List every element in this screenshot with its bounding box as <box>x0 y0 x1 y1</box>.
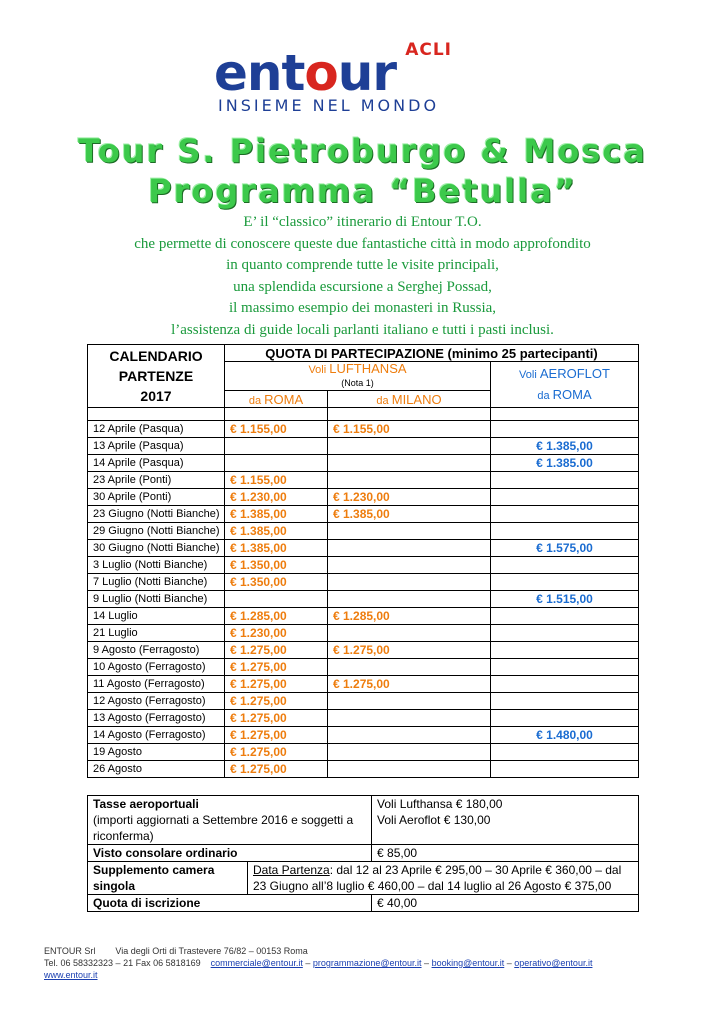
price-roma: € 1.275,00 <box>225 693 328 710</box>
price-milano: € 1.155,00 <box>328 421 491 438</box>
price-roma: € 1.230,00 <box>225 489 328 506</box>
price-aeroflot <box>491 676 639 693</box>
price-roma: € 1.230,00 <box>225 625 328 642</box>
intro-line: che permette di conoscere queste due fantastiche città in modo approfondito <box>134 235 591 252</box>
price-milano <box>328 727 491 744</box>
email-link-commerciale[interactable]: commerciale@entour.it <box>210 958 303 968</box>
price-milano <box>328 710 491 727</box>
price-aeroflot: € 1.480,00 <box>491 727 639 744</box>
table-row <box>88 557 639 574</box>
price-roma: € 1.275,00 <box>225 727 328 744</box>
fees-table <box>87 795 639 912</box>
table-row <box>88 506 639 523</box>
price-aeroflot <box>491 472 639 489</box>
table-row <box>88 438 639 455</box>
departure-date: 9 Luglio (Notti Bianche) <box>88 591 225 608</box>
single-supplement-key: Data Partenza <box>253 863 330 877</box>
footer-sep: – <box>421 958 432 968</box>
price-milano: € 1.285,00 <box>328 608 491 625</box>
logo-acli-text: ACLI <box>405 40 452 60</box>
price-aeroflot <box>491 489 639 506</box>
table-row <box>88 659 639 676</box>
price-roma: € 1.275,00 <box>225 710 328 727</box>
table-row <box>88 472 639 489</box>
price-aeroflot <box>491 761 639 778</box>
milano-name: MILANO <box>391 391 442 407</box>
price-milano: € 1.275,00 <box>328 676 491 693</box>
logo-wordmark <box>214 46 396 100</box>
footer-sep: – <box>504 958 515 968</box>
price-aeroflot <box>491 744 639 761</box>
registration-fee-label: Quota di iscrizione <box>88 895 372 912</box>
price-roma: € 1.275,00 <box>225 659 328 676</box>
single-supplement-value <box>248 862 639 895</box>
website-link[interactable]: www.entour.it <box>44 970 98 980</box>
departure-date: 23 Giugno (Notti Bianche) <box>88 506 225 523</box>
footer-sep: – <box>302 958 313 968</box>
price-roma: € 1.350,00 <box>225 557 328 574</box>
departure-date: 14 Luglio <box>88 608 225 625</box>
departure-date: 13 Agosto (Ferragosto) <box>88 710 225 727</box>
lufthansa-name: LUFTHANSA <box>329 361 407 376</box>
roma-header <box>225 391 328 408</box>
intro-line: E’ il “classico” itinerario di Entour T.O. <box>243 214 482 230</box>
visa-label: Visto consolare ordinario <box>88 845 372 862</box>
registration-fee-value: € 40,00 <box>372 895 639 912</box>
price-milano <box>328 591 491 608</box>
footer <box>44 945 592 981</box>
price-aeroflot <box>491 625 639 642</box>
logo-tagline: INSIEME NEL MONDO <box>218 96 440 115</box>
price-milano <box>328 455 491 472</box>
airport-tax-label-cell <box>88 796 372 845</box>
calendar-header-line: PARTENZE <box>118 368 194 384</box>
aeroflot-prefix: Voli <box>519 368 537 381</box>
footer-line-address <box>44 945 592 957</box>
table-row <box>88 608 639 625</box>
price-milano: € 1.275,00 <box>328 642 491 659</box>
email-link-operativo[interactable]: operativo@entour.it <box>514 958 593 968</box>
intro-line: l’assistenza di guide locali parlanti italiano e tutti i pasti inclusi. <box>171 321 554 338</box>
aeroflot-city: ROMA <box>552 386 592 402</box>
price-milano <box>328 625 491 642</box>
airport-tax-note: (importi aggiornati a Settembre 2016 e soggetti a riconferma) <box>93 813 354 843</box>
logo-wordmark-start: ent <box>214 44 305 102</box>
price-aeroflot <box>491 523 639 540</box>
price-roma: € 1.275,00 <box>225 761 328 778</box>
intro-line: il massimo esempio dei monasteri in Russia, <box>228 300 497 317</box>
departure-date: 12 Agosto (Ferragosto) <box>88 693 225 710</box>
milano-prefix: da <box>376 394 389 407</box>
departure-date: 19 Agosto <box>88 744 225 761</box>
table-row <box>88 523 639 540</box>
price-roma: € 1.285,00 <box>225 608 328 625</box>
price-milano <box>328 540 491 557</box>
price-roma: € 1.155,00 <box>225 421 328 438</box>
price-aeroflot: € 1.385.00 <box>491 455 639 472</box>
price-roma: € 1.275,00 <box>225 744 328 761</box>
price-roma <box>225 591 328 608</box>
price-aeroflot: € 1.515,00 <box>491 591 639 608</box>
footer-line-contacts <box>44 957 592 969</box>
price-milano <box>328 523 491 540</box>
footer-phones: Tel. 06 58332323 – 21 Fax 06 5818169 <box>44 958 201 968</box>
email-link-programmazione[interactable]: programmazione@entour.it <box>312 958 422 968</box>
price-table <box>87 344 639 778</box>
airport-tax-label: Tasse aeroportuali <box>93 797 199 811</box>
single-supplement-label: Supplemento camera singola <box>88 862 248 895</box>
table-row <box>88 727 639 744</box>
price-aeroflot <box>491 506 639 523</box>
entour-logo <box>214 40 464 115</box>
price-aeroflot <box>491 710 639 727</box>
spacer-cell <box>88 408 225 421</box>
price-milano: € 1.230,00 <box>328 489 491 506</box>
lufthansa-prefix: Voli <box>308 364 327 376</box>
spacer-cell <box>225 408 328 421</box>
departure-date: 10 Agosto (Ferragosto) <box>88 659 225 676</box>
price-roma: € 1.155,00 <box>225 472 328 489</box>
price-aeroflot: € 1.575,00 <box>491 540 639 557</box>
table-row <box>88 642 639 659</box>
departure-date: 30 Aprile (Ponti) <box>88 489 225 506</box>
intro-text <box>0 212 725 342</box>
departure-date: 23 Aprile (Ponti) <box>88 472 225 489</box>
price-milano <box>328 761 491 778</box>
aeroflot-city-prefix: da <box>537 389 550 402</box>
table-row <box>88 591 639 608</box>
header-spacer-row <box>88 408 639 421</box>
aeroflot-name: AEROFLOT <box>539 365 610 381</box>
price-roma: € 1.275,00 <box>225 642 328 659</box>
aeroflot-header <box>491 362 639 408</box>
table-row <box>88 693 639 710</box>
departure-date: 11 Agosto (Ferragosto) <box>88 676 225 693</box>
price-milano <box>328 472 491 489</box>
spacer-cell <box>328 408 491 421</box>
calendar-header-line: CALENDARIO <box>109 348 203 364</box>
price-aeroflot: € 1.385,00 <box>491 438 639 455</box>
table-row <box>88 574 639 591</box>
departure-date: 7 Luglio (Notti Bianche) <box>88 574 225 591</box>
departure-date: 3 Luglio (Notti Bianche) <box>88 557 225 574</box>
price-milano <box>328 659 491 676</box>
table-row <box>88 761 639 778</box>
price-roma: € 1.275,00 <box>225 676 328 693</box>
logo-wordmark-end: ur <box>337 44 397 102</box>
price-aeroflot <box>491 642 639 659</box>
single-supplement-text: : dal 12 al 23 Aprile € 295,00 – 30 Aprile € 360,00 – dal 23 Giugno all’8 luglio € 460,00 – dal 14 luglio al 26 Agosto € 375,00 <box>253 863 622 893</box>
table-row <box>88 625 639 642</box>
milano-header <box>328 391 491 408</box>
lufthansa-header <box>225 362 491 391</box>
price-roma: € 1.385,00 <box>225 506 328 523</box>
page-title-line2: Programma “Betulla” <box>148 172 577 210</box>
airport-tax-aeroflot: Voli Aeroflot € 130,00 <box>377 813 491 827</box>
departure-date: 13 Aprile (Pasqua) <box>88 438 225 455</box>
intro-line: in quanto comprende tutte le visite principali, <box>226 257 499 274</box>
departure-date: 29 Giugno (Notti Bianche) <box>88 523 225 540</box>
calendar-header <box>88 345 225 408</box>
price-aeroflot <box>491 557 639 574</box>
table-row <box>88 676 639 693</box>
price-roma <box>225 438 328 455</box>
price-aeroflot <box>491 693 639 710</box>
price-roma: € 1.385,00 <box>225 540 328 557</box>
price-roma <box>225 455 328 472</box>
table-row <box>88 540 639 557</box>
price-roma: € 1.385,00 <box>225 523 328 540</box>
table-row <box>88 489 639 506</box>
table-row <box>88 744 639 761</box>
departure-date: 12 Aprile (Pasqua) <box>88 421 225 438</box>
price-aeroflot <box>491 608 639 625</box>
page-title-line1: Tour S. Pietroburgo & Mosca <box>78 132 647 170</box>
calendar-header-line: 2017 <box>140 388 172 404</box>
airport-tax-lufthansa: Voli Lufthansa € 180,00 <box>377 797 503 811</box>
roma-prefix: da <box>248 394 262 407</box>
nota-1: (Nota 1) <box>341 378 374 388</box>
intro-line: una splendida escursione a Serghej Possad, <box>233 278 492 295</box>
footer-company: ENTOUR Srl <box>44 946 96 956</box>
departure-date: 9 Agosto (Ferragosto) <box>88 642 225 659</box>
spacer-cell <box>491 408 639 421</box>
departure-date: 14 Aprile (Pasqua) <box>88 455 225 472</box>
departure-date: 21 Luglio <box>88 625 225 642</box>
table-row <box>88 421 639 438</box>
departure-date: 30 Giugno (Notti Bianche) <box>88 540 225 557</box>
footer-address: Via degli Orti di Trastevere 76/82 – 00153 Roma <box>115 946 308 956</box>
price-aeroflot <box>491 659 639 676</box>
price-milano <box>328 438 491 455</box>
price-aeroflot <box>491 421 639 438</box>
roma-name: ROMA <box>264 391 304 407</box>
logo-wordmark-o: o <box>304 44 338 102</box>
email-link-booking[interactable]: booking@entour.it <box>431 958 505 968</box>
price-milano <box>328 693 491 710</box>
table-row <box>88 455 639 472</box>
quota-header: QUOTA DI PARTECIPAZIONE (minimo 25 partecipanti) <box>225 345 639 362</box>
departure-date: 14 Agosto (Ferragosto) <box>88 727 225 744</box>
price-milano <box>328 744 491 761</box>
airport-tax-values-cell <box>372 796 639 845</box>
price-roma: € 1.350,00 <box>225 574 328 591</box>
table-row <box>88 710 639 727</box>
price-milano <box>328 574 491 591</box>
price-aeroflot <box>491 574 639 591</box>
price-milano <box>328 557 491 574</box>
departure-date: 26 Agosto <box>88 761 225 778</box>
price-milano: € 1.385,00 <box>328 506 491 523</box>
visa-value: € 85,00 <box>372 845 639 862</box>
